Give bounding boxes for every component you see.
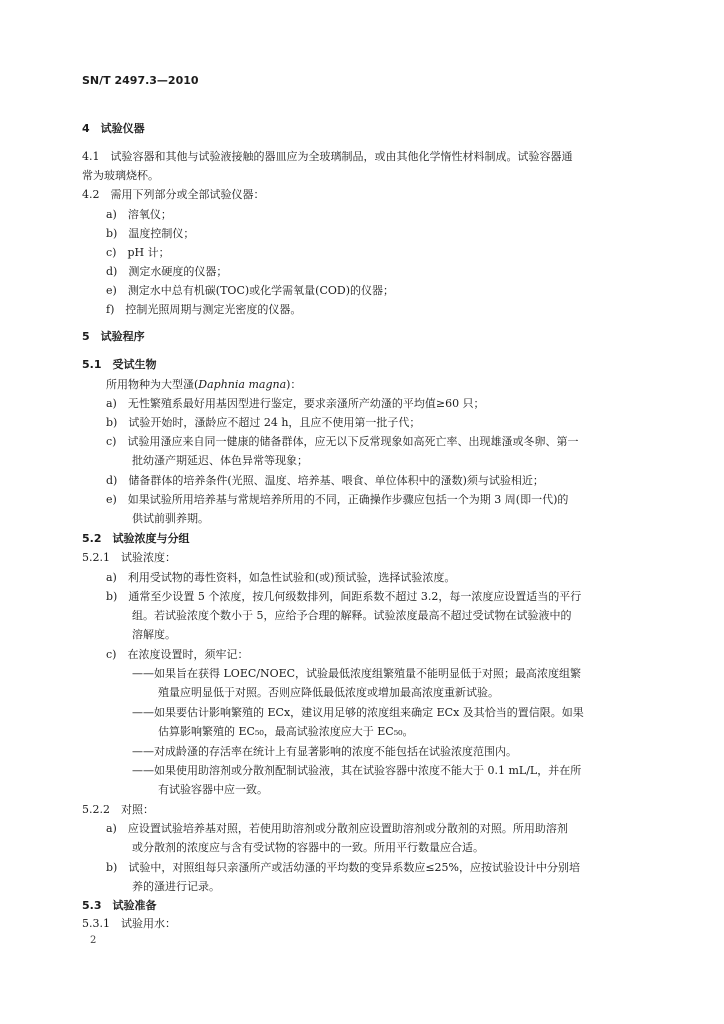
paragraph-4-1-line-1: 4.1 试验容器和其他与试验液接触的器皿应为全玻璃制品，或由其他化学惰性材料制成。试验容器通 [82, 150, 573, 163]
species-intro-close: )： [286, 378, 302, 391]
section-4-heading: 4 试验仪器 [82, 122, 145, 135]
list-item-4-2-a: a) 溶氧仪； [106, 208, 172, 221]
dash-item-4-line-1: ——如果使用助溶剂或分散剂配制试验液，其在试验容器中浓度不能大于 0.1 mL/L，并在所 [132, 764, 582, 777]
page-number: 2 [90, 935, 97, 946]
list-item-5-2-2-a-line-2: 或分散剂的浓度应与含有受试物的容器中的一致。所用平行数量应合适。 [132, 841, 484, 854]
list-item-4-2-c: c) pH 计； [106, 246, 170, 259]
list-item-4-2-e: e) 测定水中总有机碳(TOC)或化学需氧量(COD)的仪器； [106, 284, 394, 297]
dash-item-1-line-1: ——如果旨在获得 LOEC/NOEC，试验最低浓度组繁殖量不能明显低于对照；最高浓度组繁 [132, 667, 582, 680]
paragraph-5-3-1: 5.3.1 试验用水： [82, 917, 176, 930]
species-latin-name: Daphnia magna [198, 378, 287, 391]
list-item-4-2-b: b) 温度控制仪； [106, 227, 195, 240]
species-intro-text: 所用物种为大型溞( [106, 378, 199, 391]
standard-code-header: SN/T 2497.3—2010 [82, 74, 199, 87]
list-item-5-1-d: d) 储备群体的培养条件(光照、温度、培养基、喂食、单位体积中的溞数)须与试验相近； [106, 474, 544, 487]
section-5-3-heading: 5.3 试验准备 [82, 899, 157, 912]
list-item-5-2-1-c: c) 在浓度设置时，须牢记： [106, 648, 249, 661]
paragraph-5-2-2: 5.2.2 对照： [82, 803, 154, 816]
list-item-5-1-c-line-1: c) 试验用溞应来自同一健康的储备群体，应无以下反常现象如高死亡率、出现雄溞或冬卵、第一 [106, 435, 579, 448]
list-item-5-2-2-b-line-1: b) 试验中，对照组每只亲溞所产或活幼溞的平均数的变异系数应≤25%，应按试验设计中分别培 [106, 861, 580, 874]
dash-item-3: ——对成龄溞的存活率在统计上有显著影响的浓度不能包括在试验浓度范围内。 [132, 745, 517, 758]
dash-item-2-line-1: ——如果要估计影响繁殖的 ECx，建议用足够的浓度组来确定 ECx 及其恰当的置信限。如果 [132, 706, 584, 719]
list-item-5-2-1-b-line-2: 组。若试验浓度个数小于 5，应给予合理的解释。试验浓度最高不超过受试物在试验液中的 [132, 609, 572, 622]
list-item-5-2-1-a: a) 利用受试物的毒性资料，如急性试验和(或)预试验，选择试验浓度。 [106, 571, 456, 584]
section-5-1-heading: 5.1 受试生物 [82, 358, 157, 371]
list-item-4-2-d: d) 测定水硬度的仪器； [106, 265, 228, 278]
list-item-5-1-b: b) 试验开始时，溞龄应不超过 24 h，且应不使用第一批子代； [106, 416, 421, 429]
list-item-5-2-1-b-line-1: b) 通常至少设置 5 个浓度，按几何级数排列，间距系数不超过 3.2，每一浓度应设置适当的平行 [106, 590, 582, 603]
paragraph-4-2: 4.2 需用下列部分或全部试验仪器： [82, 188, 265, 201]
list-item-5-2-2-a-line-1: a) 应设置试验培养基对照，若使用助溶剂或分散剂应设置助溶剂或分散剂的对照。所用助溶剂 [106, 822, 568, 835]
dash-item-4-line-2: 有试验容器中应一致。 [158, 783, 268, 796]
list-item-5-1-a: a) 无性繁殖系最好用基因型进行鉴定，要求亲溞所产幼溞的平均值≥60 只； [106, 397, 485, 410]
dash-item-1-line-2: 殖量应明显低于对照。否则应降低最低浓度或增加最高浓度重新试验。 [158, 686, 499, 699]
paragraph-5-2-1: 5.2.1 试验浓度： [82, 551, 176, 564]
list-item-5-2-2-b-line-2: 养的溞进行记录。 [132, 880, 220, 893]
section-5-heading: 5 试验程序 [82, 330, 145, 343]
list-item-4-2-f: f) 控制光照周期与测定光密度的仪器。 [106, 303, 302, 316]
section-5-2-heading: 5.2 试验浓度与分组 [82, 532, 190, 545]
paragraph-4-1-line-2: 常为玻璃烧杯。 [82, 169, 159, 182]
dash-item-2-line-2: 估算影响繁殖的 EC₅₀，最高试验浓度应大于 EC₅₀。 [158, 725, 414, 738]
list-item-5-1-e-line-2: 供试前驯养期。 [132, 512, 209, 525]
paragraph-5-1-intro [106, 378, 301, 392]
list-item-5-2-1-b-line-3: 溶解度。 [132, 628, 176, 641]
list-item-5-1-c-line-2: 批幼溞产期延迟、体色异常等现象； [132, 454, 308, 467]
list-item-5-1-e-line-1: e) 如果试验所用培养基与常规培养所用的不同，正确操作步骤应包括一个为期 3 周(即一代)的 [106, 493, 569, 506]
